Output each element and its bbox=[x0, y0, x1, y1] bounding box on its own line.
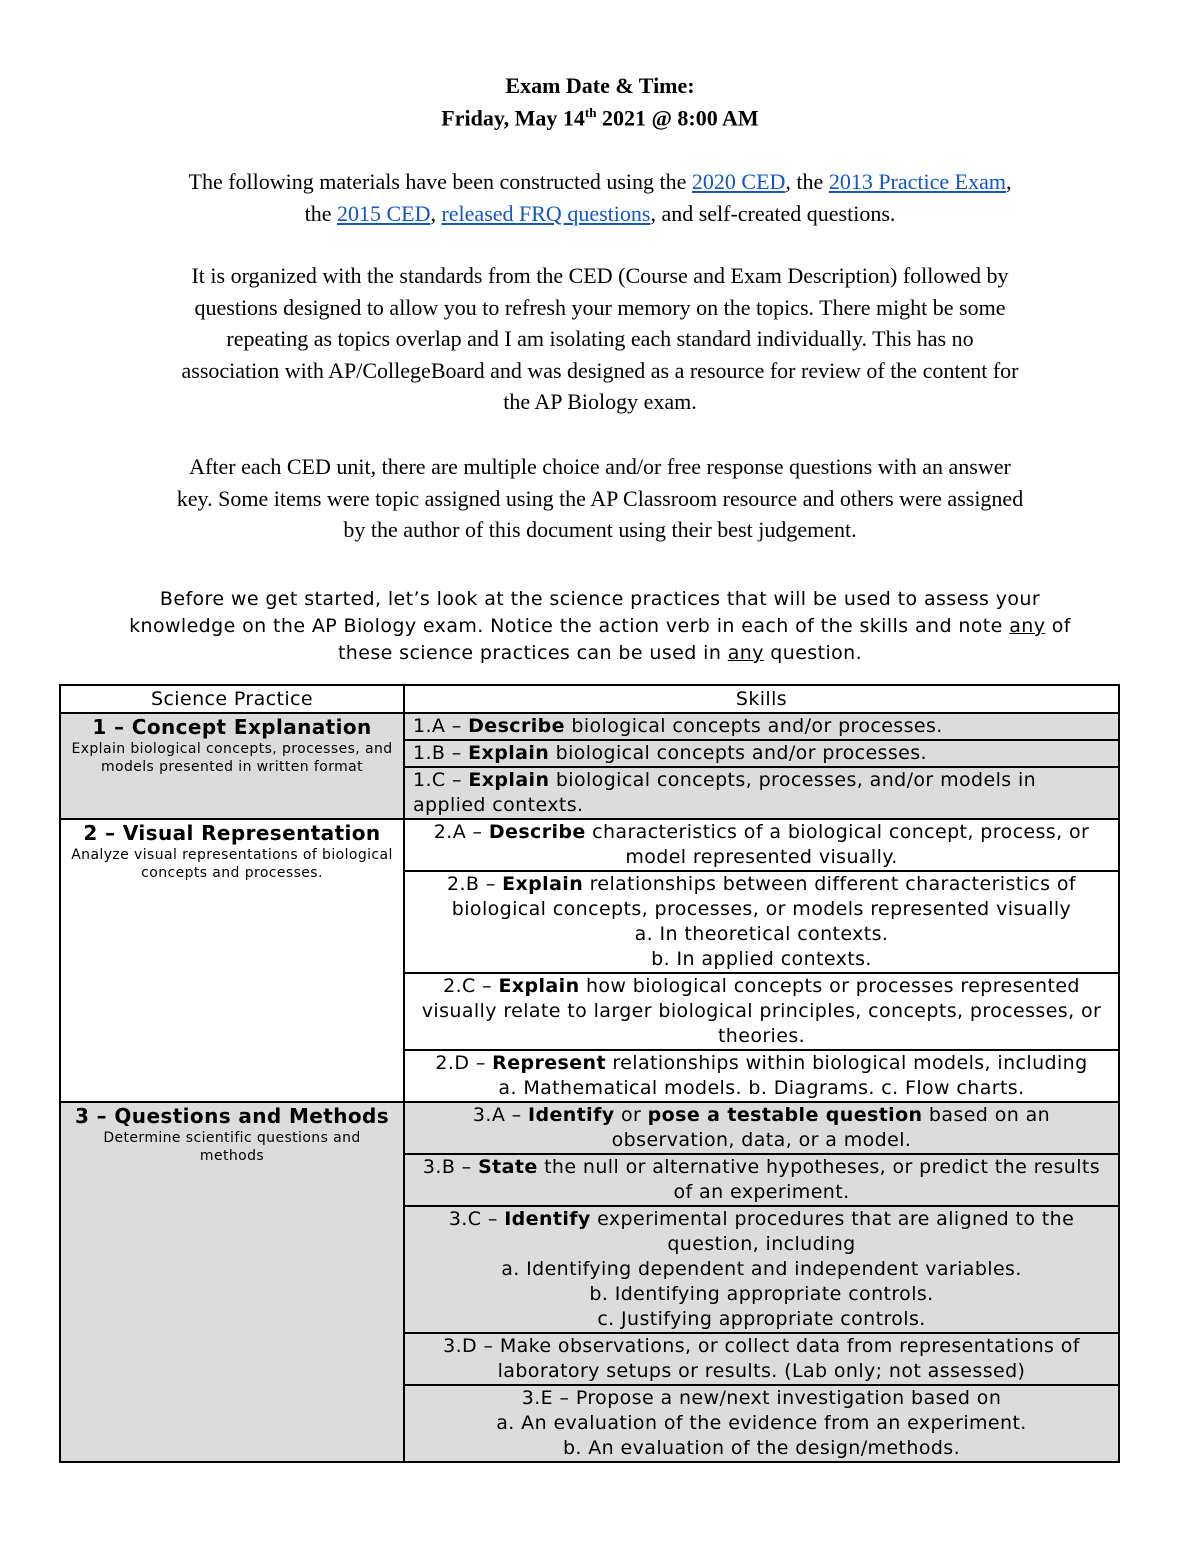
skill-3b: 3.B – State the null or alternative hypotheses, or predict the results of an experiment. bbox=[404, 1154, 1119, 1206]
organization-paragraph: It is organized with the standards from the CED (Course and Exam Description) followed by questions designed to allow you to refresh your memory on the topics. There might be some repeating as topics overlap and I am isolating each standard individually. This has no association with AP/CollegeBoard and was designed as a resource for review of the content for the AP Biology exam. bbox=[181, 263, 1019, 414]
table-row bbox=[60, 713, 1119, 740]
skill-3c: 3.C – Identify experimental procedures that are aligned to the question, including a. Identifying dependent and independent variables. b. Identifying appropriate controls. c. Justifying appropriate controls. bbox=[404, 1206, 1119, 1333]
skill-2b: 2.B – Explain relationships between different characteristics of biological concepts, processes, or models represented visually a. In theoretical contexts. b. In applied contexts. bbox=[404, 871, 1119, 973]
skill-3d: 3.D – Make observations, or collect data from representations of laboratory setups or results. (Lab only; not assessed) bbox=[404, 1333, 1119, 1385]
skill-1a: 1.A – Describe biological concepts and/or processes. bbox=[404, 713, 1119, 740]
practice-1-description: Explain biological concepts, processes, and models presented in written format bbox=[71, 741, 393, 775]
link-2015-ced[interactable]: 2015 CED bbox=[336, 200, 431, 226]
materials-paragraph: The following materials have been constructed using the 2020 CED, the 2013 Practice Exam, the 2015 CED, released FRQ questions, and self-created questions. bbox=[188, 169, 1012, 226]
link-released-frq-questions[interactable]: released FRQ questions bbox=[441, 200, 651, 226]
practice-1-cell bbox=[60, 713, 404, 819]
header-skills: Skills bbox=[404, 685, 1119, 713]
skill-2d: 2.D – Represent relationships within biological models, including a. Mathematical models. b. Diagrams. c. Flow charts. bbox=[404, 1050, 1119, 1102]
skill-1b: 1.B – Explain biological concepts and/or processes. bbox=[404, 740, 1119, 767]
skill-2c: 2.C – Explain how biological concepts or processes represented visually relate to larger biological principles, concepts, processes, or theories. bbox=[404, 973, 1119, 1050]
table-row bbox=[60, 819, 1119, 871]
practice-2-cell bbox=[60, 819, 404, 1102]
skill-2a: 2.A – Describe characteristics of a biological concept, process, or model represented visually. bbox=[404, 819, 1119, 871]
science-practices-intro: Before we get started, let’s look at the science practices that will be used to assess your knowledge on the AP Biology exam. Notice the action verb in each of the skills and note any of these science practices can be used in any question. bbox=[129, 588, 1071, 664]
practice-3-cell bbox=[60, 1102, 404, 1462]
skill-3e: 3.E – Propose a new/next investigation based on a. An evaluation of the evidence from an experiment. b. An evaluation of the design/methods. bbox=[404, 1385, 1119, 1462]
skill-1c: 1.C – Explain biological concepts, processes, and/or models in applied contexts. bbox=[404, 767, 1119, 819]
science-practices-table bbox=[59, 684, 1120, 1463]
table-row bbox=[60, 1102, 1119, 1154]
exam-date-value: Friday, May 14th 2021 @ 8:00 AM bbox=[441, 105, 759, 131]
link-2013-practice-exam[interactable]: 2013 Practice Exam bbox=[828, 169, 1006, 194]
practice-3-title: 3 – Questions and Methods bbox=[74, 1104, 390, 1128]
exam-date-heading: Exam Date & Time: bbox=[505, 73, 695, 98]
link-2020-ced[interactable]: 2020 CED bbox=[691, 169, 786, 194]
table-header-row bbox=[60, 685, 1119, 713]
header-science-practice: Science Practice bbox=[60, 685, 404, 713]
after-unit-paragraph: After each CED unit, there are multiple choice and/or free response questions with an answer key. Some items were topic assigned using the AP Classroom resource and others were assigned by the author of this document using their best judgement. bbox=[176, 454, 1024, 542]
practice-2-description: Analyze visual representations of biological concepts and processes. bbox=[71, 847, 393, 881]
practice-1-title: 1 – Concept Explanation bbox=[92, 715, 372, 739]
practice-2-title: 2 – Visual Representation bbox=[83, 821, 381, 845]
practice-3-description: Determine scientific questions and methods bbox=[103, 1130, 361, 1164]
skill-3a: 3.A – Identify or pose a testable question based on an observation, data, or a model. bbox=[404, 1102, 1119, 1154]
